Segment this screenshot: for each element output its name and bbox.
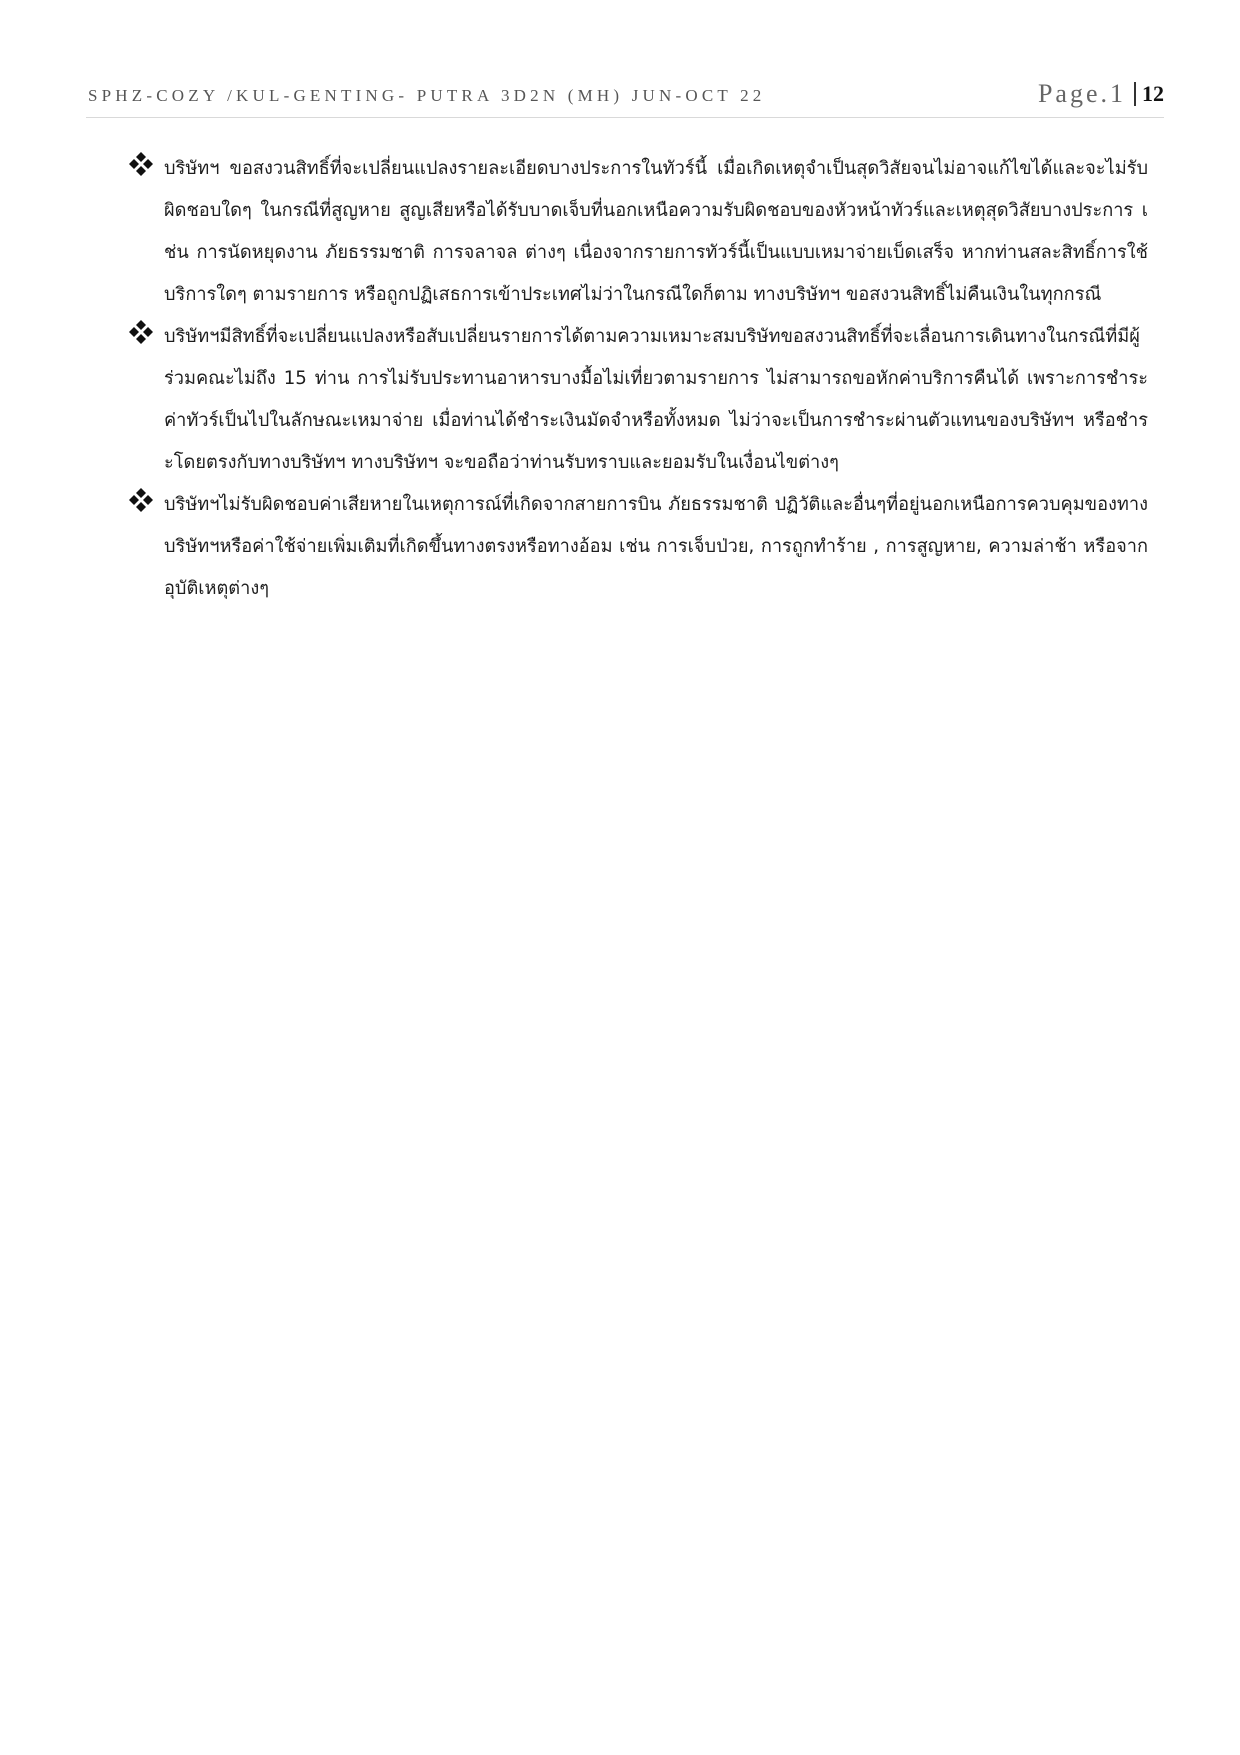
list-item-text: บริษัทฯ ขอสงวนสิทธิ์ที่จะเปลี่ยนแปลงรายละเอียดบางประการในทัวร์นี้ เมื่อเกิดเหตุจำเป็นสุดวิสัยจนไม่อาจแก้ไขได้และจะไม่รับผิดชอบใดๆ ในกรณีที่สูญหาย สูญเสียหรือได้รับบาดเจ็บที่นอกเหนือความรับผิดชอบของหัวหน้าทัวร์และเหตุสุดวิสัยบางประการ เช่น การนัดหยุดงาน ภัยธรรมชาติ การจลาจล ต่างๆ เนื่องจากรายการทัวร์นี้เป็นแบบเหมาจ่ายเบ็ดเสร็จ หากท่านสละสิทธิ์การใช้บริการใดๆ ตามรายการ หรือถูกปฏิเสธการเข้าประเทศไม่ว่าในกรณีใดก็ตาม ทางบริษัทฯ ขอสงวนสิทธิ์ไม่คืนเงินในทุกกรณี [164,158,1148,305]
page-separator [1134,82,1136,106]
page-header [86,78,1164,118]
list-item [128,148,1148,316]
document-title: SPHZ-COZY /KUL-GENTING- PUTRA 3D2N (MH) JUN-OCT 22 [88,86,766,105]
page-number: 12 [1142,81,1164,106]
four-diamond-icon [128,319,154,345]
list-item-text: บริษัทฯมีสิทธิ์ที่จะเปลี่ยนแปลงหรือสับเปลี่ยนรายการได้ตามความเหมาะสมบริษัทขอสงวนสิทธิ์ที่จะเลื่อนการเดินทางในกรณีที่มีผู้ร่วมคณะไม่ถึง 15 ท่าน การไม่รับประทานอาหารบางมื้อไม่เที่ยวตามรายการ ไม่สามารถขอหักค่าบริการคืนได้ เพราะการชำระค่าทัวร์เป็นไปในลักษณะเหมาจ่าย เมื่อท่านได้ชำระเงินมัดจำหรือทั้งหมด ไม่ว่าจะเป็นการชำระผ่านตัวแทนของบริษัทฯ หรือชำระโดยตรงกับทางบริษัทฯ ทางบริษัทฯ จะขอถือว่าท่านรับทราบและยอมรับในเงื่อนไขต่างๆ [164,326,1148,473]
list-item [128,484,1148,610]
list-item-text: บริษัทฯไม่รับผิดชอบค่าเสียหายในเหตุการณ์ที่เกิดจากสายการบิน ภัยธรรมชาติ ปฏิวัติและอื่นๆที่อยู่นอกเหนือการควบคุมของทางบริษัทฯหรือค่าใช้จ่ายเพิ่มเติมที่เกิดขึ้นทางตรงหรือทางอ้อม เช่น การเจ็บป่วย, การถูกทำร้าย , การสูญหาย, ความล่าช้า หรือจากอุบัติเหตุต่างๆ [164,494,1148,599]
four-diamond-icon [128,151,154,177]
page-number-area [1038,78,1164,110]
page-label: Page.1 [1037,79,1126,108]
four-diamond-icon [128,487,154,513]
list-item [128,316,1148,484]
terms-list [128,148,1148,610]
